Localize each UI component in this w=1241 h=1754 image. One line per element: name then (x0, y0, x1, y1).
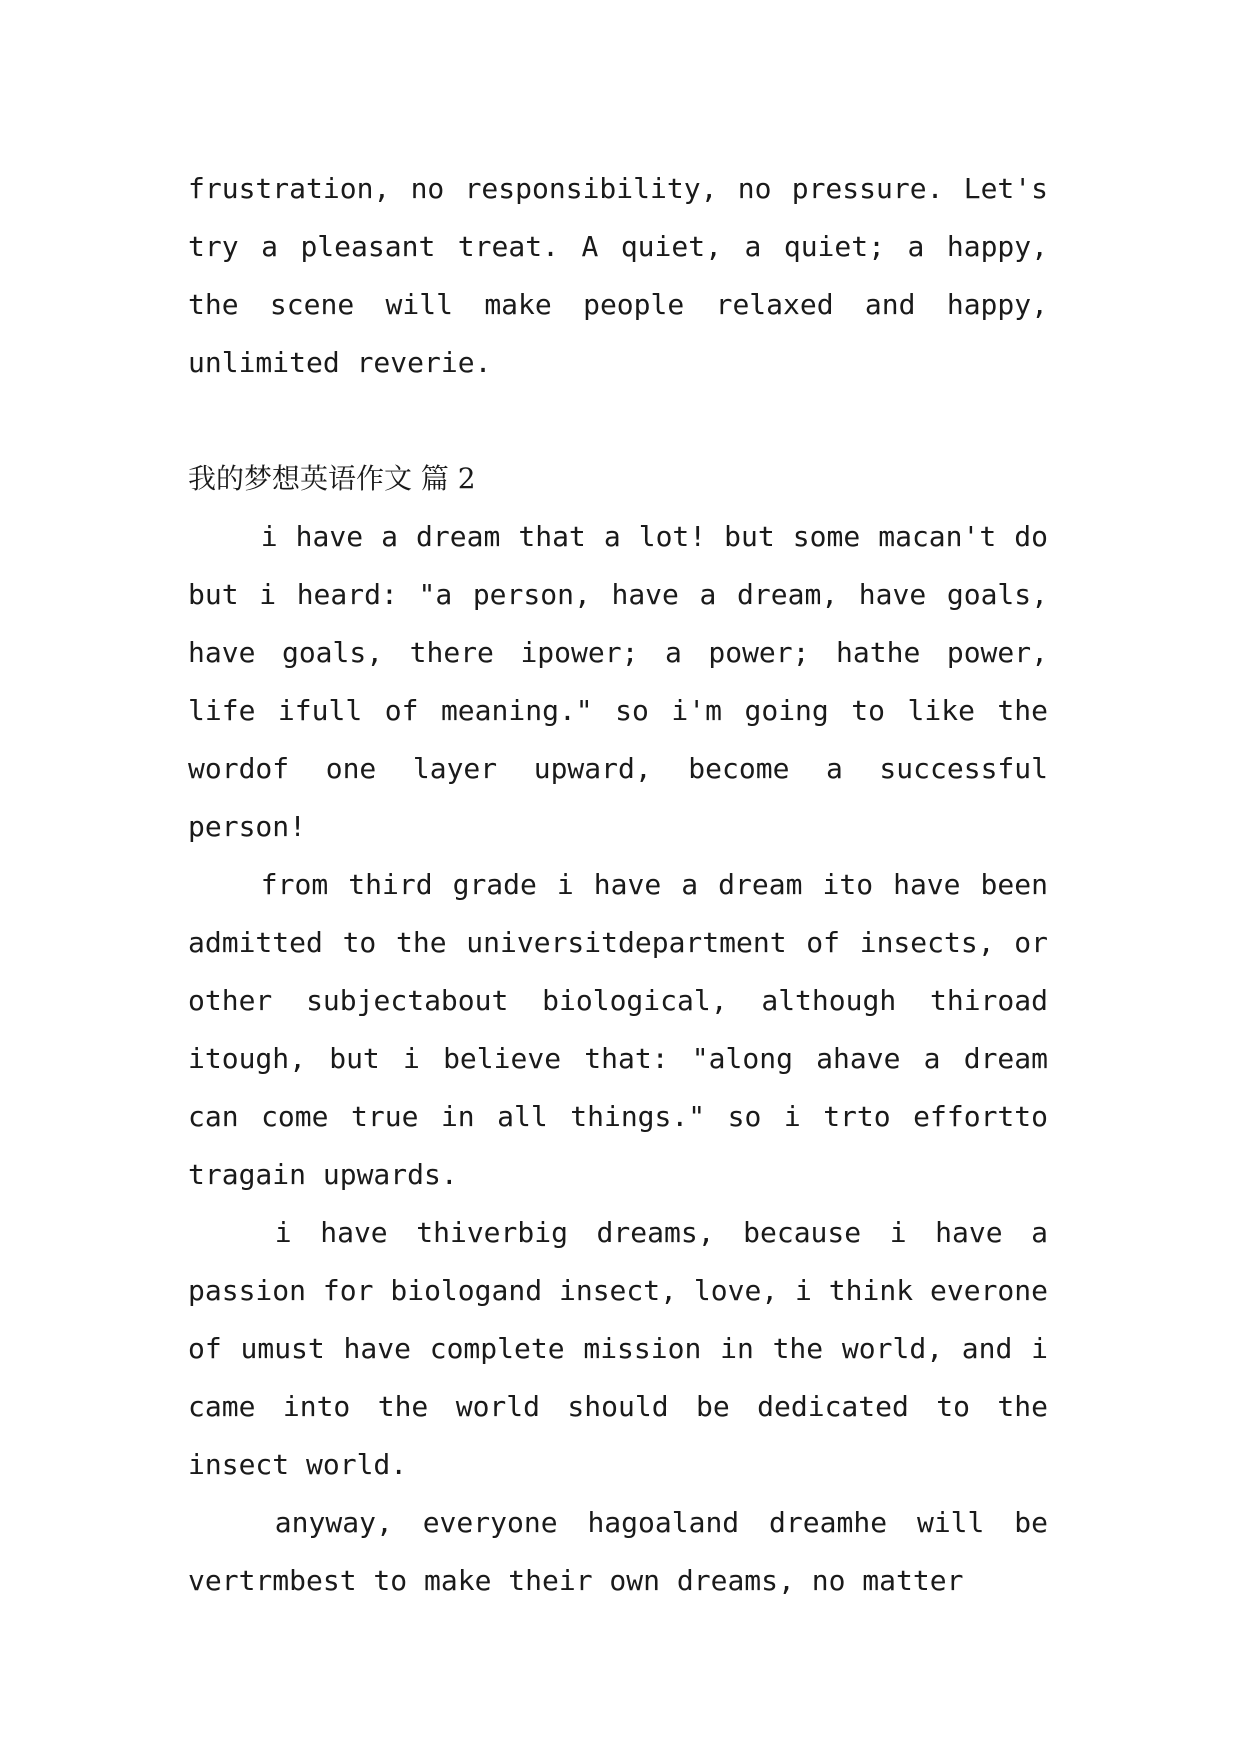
document-body (188, 160, 1048, 1610)
paragraph-dream-intro: i have a dream that a lot! but some macan't do but i heard: "a person, have a dream, have goals, have goals, there ipower; a power; hathe power, life ifull of meaning." so i'm going to like the wordof one layer upward, become a successful person! (188, 520, 1048, 843)
section-heading: 我的梦想英语作文 篇 2 (188, 462, 476, 495)
intro-paragraph: frustration, no responsibility, no pressure. Let's try a pleasant treat. A quiet, a quiet; a happy, the scene will make people relaxed and happy, unlimited reverie. (188, 172, 1048, 379)
paragraph-anyway: anyway, everyone hagoaland dreamhe will be vertrmbest to make their own dreams, no matter (188, 1506, 1048, 1597)
paragraph-third-grade: from third grade i have a dream ito have been admitted to the universitdepartment of insects, or other subjectabout biological, although thiroad itough, but i believe that: "along ahave a dream can come true in all things." so i trto effortto tragain upwards. (188, 868, 1048, 1191)
paragraph-big-dreams: i have thiverbig dreams, because i have a passion for biologand insect, love, i think everone of umust have complete mission in the world, and i came into the world should be dedicated to the insect world. (188, 1216, 1048, 1481)
